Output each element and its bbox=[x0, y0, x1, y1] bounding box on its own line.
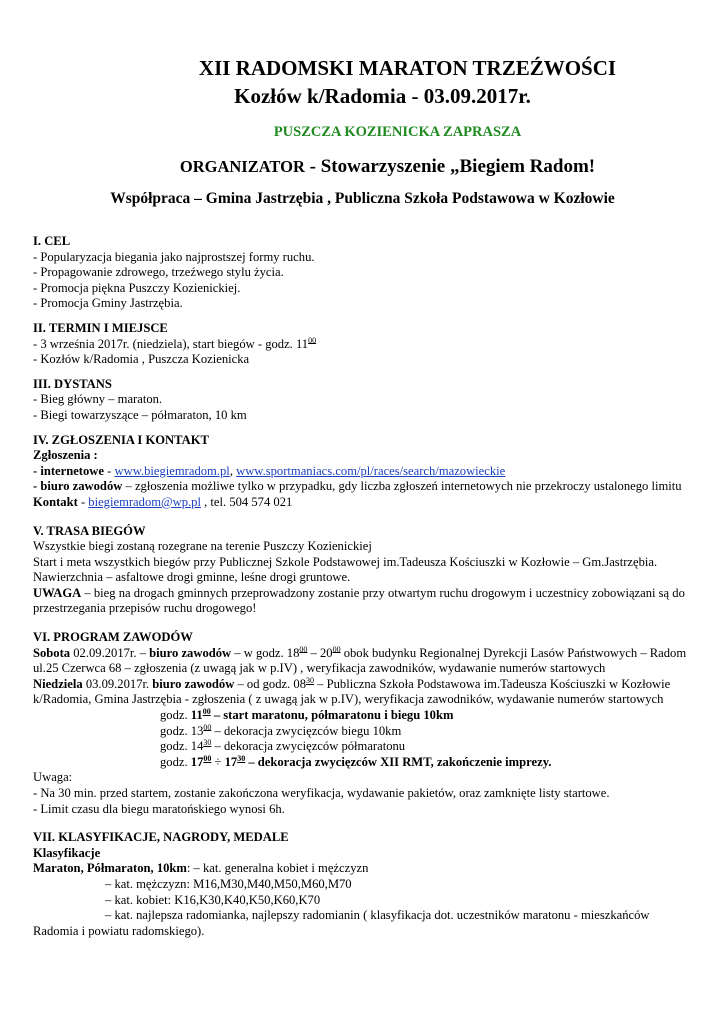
schedule-item bbox=[33, 724, 693, 740]
list-item: - Kozłów k/Radomia , Puszcza Kozienicka bbox=[33, 352, 250, 367]
list-item: - Bieg główny – maraton. bbox=[33, 392, 163, 407]
superscript: 00 bbox=[203, 722, 212, 732]
time: 17 bbox=[190, 754, 204, 769]
classification-line bbox=[33, 861, 693, 877]
time: godz. 14 bbox=[160, 739, 204, 754]
organizer-line bbox=[0, 156, 725, 178]
section-heading: VII. KLASYFIKACJE, NAGRODY, MEDALE bbox=[33, 830, 289, 845]
category-item: – kat. mężczyzn: M16,M30,M40,M50,M60,M70 bbox=[105, 876, 352, 891]
document-body bbox=[33, 234, 693, 939]
superscript: 00 bbox=[299, 644, 308, 654]
text: godz. bbox=[160, 754, 191, 769]
text: – dekoracja zwycięzców półmaratonu bbox=[211, 739, 406, 754]
office-line bbox=[33, 479, 693, 495]
superscript: 30 bbox=[203, 738, 212, 748]
section-trasa bbox=[33, 524, 693, 618]
text: : – kat. generalna kobiet i mężczyzn bbox=[186, 861, 369, 876]
text: – od godz. 08 bbox=[234, 676, 307, 691]
list-item: - Propagowanie zdrowego, trzeźwego stylu życia. bbox=[33, 265, 284, 280]
office-label: - biuro zawodów bbox=[33, 479, 123, 494]
text: – zgłoszenia możliwe tylko w przypadku, gdy liczba zgłoszeń internetowych nie przekroczy ustalonego limitu bbox=[122, 479, 682, 494]
text: - 3 września 2017r. (niedziela), start biegów - godz. 11 bbox=[33, 336, 309, 351]
text: – start maratonu, półmaratonu i biegu 10km bbox=[210, 708, 454, 723]
text: - bbox=[104, 463, 115, 478]
list-item: - Promocja piękna Puszczy Kozienickiej. bbox=[33, 280, 241, 295]
contact-label: Kontakt bbox=[33, 494, 78, 509]
section-program bbox=[33, 630, 693, 817]
note-item: - Limit czasu dla biegu maratońskiego wynosi 6h. bbox=[33, 801, 285, 816]
text: – 20 bbox=[307, 645, 333, 660]
category-item: – kat. kobiet: K16,K30,K40,K50,K60,K70 bbox=[105, 892, 321, 907]
section-heading: VI. PROGRAM ZAWODÓW bbox=[33, 630, 193, 645]
warning-label: UWAGA bbox=[33, 585, 82, 600]
text: – Publiczna Szkoła Podstawowa im.Tadeusza Kościuszki w Kozłowie k/Radomia, Gmina Jastrzębia - zgłoszenia ( z uwagą jak w p.IV), weryfikacja zawodników, wydawanie numerów startowych bbox=[33, 676, 671, 707]
list-item: - Promocja Gminy Jastrzębia. bbox=[33, 296, 183, 311]
day-label: Niedziela bbox=[33, 676, 83, 691]
text: – w godz. 18 bbox=[231, 645, 300, 660]
superscript: 00 bbox=[308, 335, 317, 345]
time: 17 bbox=[224, 754, 238, 769]
phone: , tel. 504 574 021 bbox=[200, 494, 293, 509]
section-termin bbox=[33, 321, 693, 368]
time: godz. 13 bbox=[160, 723, 204, 738]
registration-label: Zgłoszenia : bbox=[33, 448, 98, 463]
category-item bbox=[33, 908, 693, 939]
label: Maraton, Półmaraton, 10km bbox=[33, 861, 187, 876]
list-item: - Biegi towarzyszące – półmaraton, 10 km bbox=[33, 407, 247, 422]
title-line-2: Kozłów k/Radomia - 03.09.2017r. bbox=[234, 84, 531, 108]
internet-line bbox=[33, 464, 693, 480]
title-line-1: XII RADOMSKI MARATON TRZEŹWOŚCI bbox=[198, 56, 617, 80]
text: godz. bbox=[160, 708, 191, 723]
paragraph: Wszystkie biegi zostaną rozegrane na terenie Puszczy Kozienickiej bbox=[33, 539, 372, 554]
organizer-label: ORGANIZATOR bbox=[179, 157, 305, 176]
section-heading: I. CEL bbox=[33, 234, 71, 248]
paragraph: Start i meta wszystkich biegów przy Publicznej Szkole Podstawowej im.Tadeusza Kościuszki w Kozłowie – Gm.Jastrzębia. bbox=[33, 554, 658, 569]
link-biegiemradom[interactable]: www.biegiemradom.pl bbox=[114, 463, 230, 478]
section-dystans bbox=[33, 377, 693, 424]
time: 11 bbox=[190, 708, 203, 723]
paragraph bbox=[33, 586, 693, 617]
superscript: 30 bbox=[237, 753, 246, 763]
section-heading: II. TERMIN I MIEJSCE bbox=[33, 320, 168, 335]
superscript: 00 bbox=[202, 706, 211, 716]
section-cel bbox=[33, 234, 693, 312]
superscript: 00 bbox=[203, 753, 212, 763]
email-link[interactable]: biegiemradom@wp.pl bbox=[88, 494, 201, 509]
section-klasyfikacje bbox=[33, 830, 693, 939]
office-label: biuro zawodów bbox=[149, 645, 232, 660]
contact-line bbox=[33, 495, 693, 511]
cooperation-line: Współpraca – Gmina Jastrzębia , Publiczna Szkoła Podstawowa w Kozłowie bbox=[110, 190, 615, 207]
day-label: Sobota bbox=[33, 645, 71, 660]
text: – bieg na drogach gminnych przeprowadzony zostanie przy otwartym ruchu drogowym i uczestnicy zobowiązani są do przestrzegania przepisów ruchu drogowego! bbox=[33, 585, 685, 616]
office-label: biuro zawodów bbox=[152, 676, 235, 691]
organizer-name: - Stowarzyszenie „Biegiem Radom! bbox=[304, 156, 596, 177]
internet-label: - internetowe bbox=[33, 463, 104, 478]
section-heading: V. TRASA BIEGÓW bbox=[33, 523, 146, 538]
superscript: 00 bbox=[332, 644, 341, 654]
link-sportmaniacs[interactable]: www.sportmaniacs.com/pl/races/search/mazowieckie bbox=[236, 463, 506, 478]
text: - bbox=[77, 494, 89, 509]
text: – kat. najlepsza radomianka, najlepszy radomianin ( klasyfikacja dot. uczestników maratonu - mieszkańców Radomia i powiatu radomskiego). bbox=[33, 908, 650, 938]
schedule-item bbox=[33, 739, 693, 755]
schedule-item bbox=[33, 755, 693, 771]
list-item: - Popularyzacja biegania jako najprostszej formy ruchu. bbox=[33, 249, 315, 264]
superscript: 30 bbox=[306, 675, 315, 685]
note-label: Uwaga: bbox=[33, 770, 73, 785]
text: ÷ bbox=[211, 754, 225, 769]
note-item: - Na 30 min. przed startem, zostanie zakończona weryfikacja, wydawanie pakietów, oraz zamknięte listy startowe. bbox=[33, 786, 610, 800]
sunday-paragraph bbox=[33, 677, 693, 708]
list-item bbox=[33, 337, 693, 353]
text: – dekoracja zwycięzców XII RMT, zakończenie imprezy. bbox=[245, 754, 552, 769]
subheading: Klasyfikacje bbox=[33, 845, 101, 860]
section-heading: III. DYSTANS bbox=[33, 376, 112, 391]
section-zgloszenia bbox=[33, 433, 693, 511]
text: 03.09.2017r. bbox=[82, 676, 153, 691]
paragraph: Nawierzchnia – asfaltowe drogi gminne, leśne drogi gruntowe. bbox=[33, 570, 351, 585]
text: – dekoracja zwycięzców biegu 10km bbox=[211, 723, 402, 738]
saturday-paragraph bbox=[33, 646, 693, 677]
subtitle: PUSZCZA KOZIENICKA ZAPRASZA bbox=[273, 124, 522, 140]
text: , bbox=[229, 463, 237, 478]
schedule-item bbox=[33, 708, 693, 724]
section-heading: IV. ZGŁOSZENIA I KONTAKT bbox=[33, 432, 209, 447]
text: 02.09.2017r. – bbox=[70, 645, 150, 660]
text: obok budynku Regionalnej Dyrekcji Lasów Państwowych – Radom ul.25 Czerwca 68 – zgłoszenia (z uwagą jak w p.IV) , weryfikacja zawodników, wydawanie numerów startowych bbox=[33, 645, 687, 676]
